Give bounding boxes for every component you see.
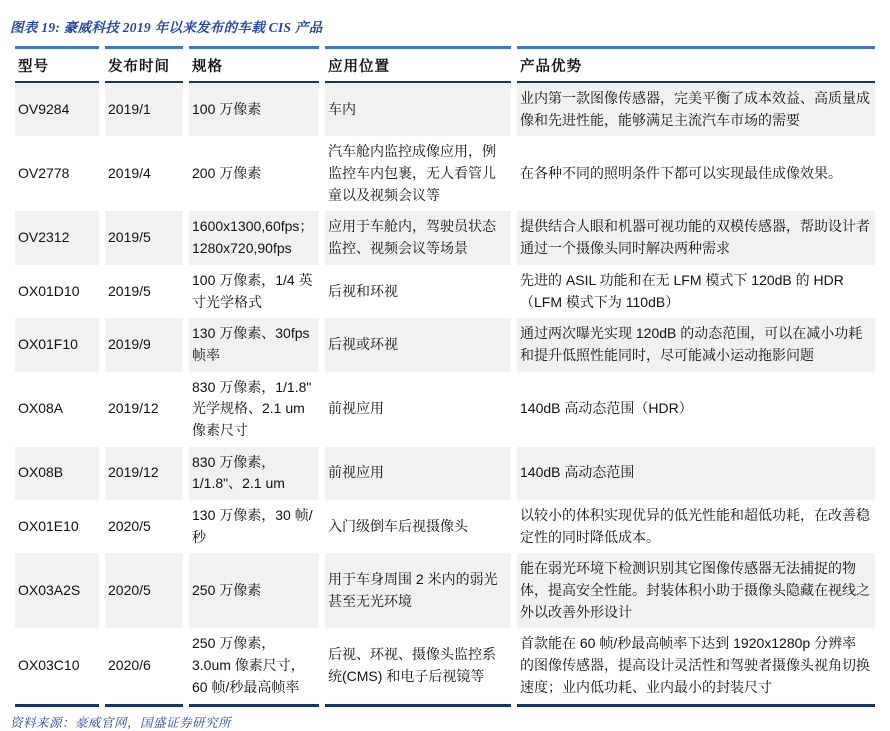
cell-spec: 200 万像素 — [192, 165, 262, 182]
cell-spec: 830 万像素，1/1.8"、2.1 um — [189, 447, 319, 500]
cell-model: OV2778 — [18, 165, 70, 182]
table-row — [15, 265, 875, 318]
table-row — [15, 447, 875, 500]
cell-model: OX03C10 — [15, 628, 99, 706]
cell-date: 2020/6 — [105, 628, 183, 706]
cell-date: 2019/5 — [105, 211, 183, 264]
column-header-advantage: 产品优势 — [517, 46, 875, 83]
table-body — [15, 83, 875, 707]
cell-model: OX03A2S — [15, 553, 99, 628]
cell-date: 2019/12 — [105, 447, 183, 500]
table-row — [15, 83, 875, 136]
cell-model: OV9284 — [15, 83, 99, 136]
header-row — [15, 46, 875, 83]
cell-spec: 250 万像素 — [189, 553, 319, 628]
table-header — [15, 46, 875, 83]
cell-advantage: 能在弱光环境下检测识别其它图像传感器无法捕捉的物体，提高安全性能。封装体积小助于摄像头隐藏在视线之外以改善外形设计 — [517, 553, 875, 628]
products-table — [9, 46, 881, 707]
cell-date: 2019/9 — [105, 318, 183, 371]
cell-advantage: 业内第一款图像传感器，完美平衡了成本效益、高质量成像和先进性能，能够满足主流汽车市场的需要 — [517, 83, 875, 136]
column-header-position: 应用位置 — [325, 46, 511, 83]
cell-model: OX01F10 — [15, 318, 99, 371]
cell-advantage: 140dB 高动态范围（HDR） — [520, 400, 693, 417]
column-header-model: 型号 — [15, 46, 99, 83]
cell-date: 2019/12 — [108, 400, 159, 417]
cell-model: OX08A — [18, 400, 64, 417]
cell-date: 2019/4 — [108, 165, 151, 182]
figure-title: 图表 19: 豪威科技 2019 年以来发布的车载 CIS 产品 — [10, 20, 323, 35]
cell-model: OX08B — [15, 447, 99, 500]
cell-spec: 100 万像素，1/4 英寸光学格式 — [192, 271, 313, 310]
cell-spec: 830 万像素，1/1.8" 光学规格、2.1 um 像素尺寸 — [192, 378, 312, 438]
cell-advantage: 在各种不同的照明条件下都可以实现最佳成像效果。 — [520, 165, 842, 182]
cell-spec: 100 万像素 — [189, 83, 319, 136]
table-row — [15, 136, 875, 211]
cell-position: 用于车身周围 2 米内的弱光甚至无光环境 — [325, 553, 511, 628]
cell-date: 2019/1 — [105, 83, 183, 136]
cell-position: 车内 — [325, 83, 511, 136]
cell-position: 后视、环视、摄像头监控系统(CMS) 和电子后视镜等 — [325, 628, 511, 706]
cell-position: 入门级倒车后视摄像头 — [328, 517, 468, 534]
cell-advantage: 首款能在 60 帧/秒最高帧率下达到 1920x1280p 分辨率的图像传感器，提高设计灵活性和驾驶者摄像头视角切换速度；业内低功耗、业内最小的封装尺寸 — [517, 628, 875, 706]
column-header-date: 发布时间 — [105, 46, 183, 83]
table-row — [15, 211, 875, 264]
cell-advantage: 提供结合人眼和机器可视功能的双模传感器，帮助设计者通过一个摄像头同时解决两种需求 — [517, 211, 875, 264]
cell-model: OX01E10 — [18, 517, 79, 534]
table-row — [15, 628, 875, 706]
cell-advantage: 先进的 ASIL 功能和在无 LFM 模式下 120dB 的 HDR（LFM 模式下为 110dB） — [520, 271, 844, 310]
cell-date: 2020/5 — [105, 553, 183, 628]
table-row — [15, 318, 875, 371]
cell-advantage: 通过两次曝光实现 120dB 的动态范围，可以在减小功耗和提升低照性能同时，尽可能减小运动拖影问题 — [517, 318, 875, 371]
cell-model: OX01D10 — [18, 282, 80, 299]
cell-position: 应用于车舱内，驾驶员状态监控、视频会议等场景 — [325, 211, 511, 264]
table-row — [15, 372, 875, 447]
cell-spec: 130 万像素、30fps 帧率 — [189, 318, 319, 371]
cell-spec: 130 万像素，30 帧/秒 — [192, 507, 313, 545]
table-row — [15, 500, 875, 553]
cell-date: 2019/5 — [108, 282, 151, 299]
cell-spec: 1600x1300,60fps；1280x720,90fps — [189, 211, 319, 264]
cell-position: 后视和环视 — [328, 282, 398, 299]
cell-position: 汽车舱内监控成像应用，例监控车内包裹，无人看管儿童以及视频会议等 — [328, 143, 496, 203]
cell-model: OV2312 — [15, 211, 99, 264]
cell-spec: 250 万像素，3.0um 像素尺寸，60 帧/秒最高帧率 — [189, 628, 319, 706]
cell-position: 前视应用 — [325, 447, 511, 500]
cell-position: 后视或环视 — [325, 318, 511, 371]
column-header-spec: 规格 — [189, 46, 319, 83]
cell-advantage: 140dB 高动态范围 — [517, 447, 875, 500]
cell-date: 2020/5 — [108, 517, 151, 534]
cell-position: 前视应用 — [328, 400, 384, 417]
cell-advantage: 以较小的体积实现优异的低光性能和超低功耗，在改善稳定性的同时降低成本。 — [520, 507, 870, 545]
table-row — [15, 553, 875, 628]
source-note: 资料来源：豪威官网，国盛证券研究所 — [10, 715, 232, 730]
